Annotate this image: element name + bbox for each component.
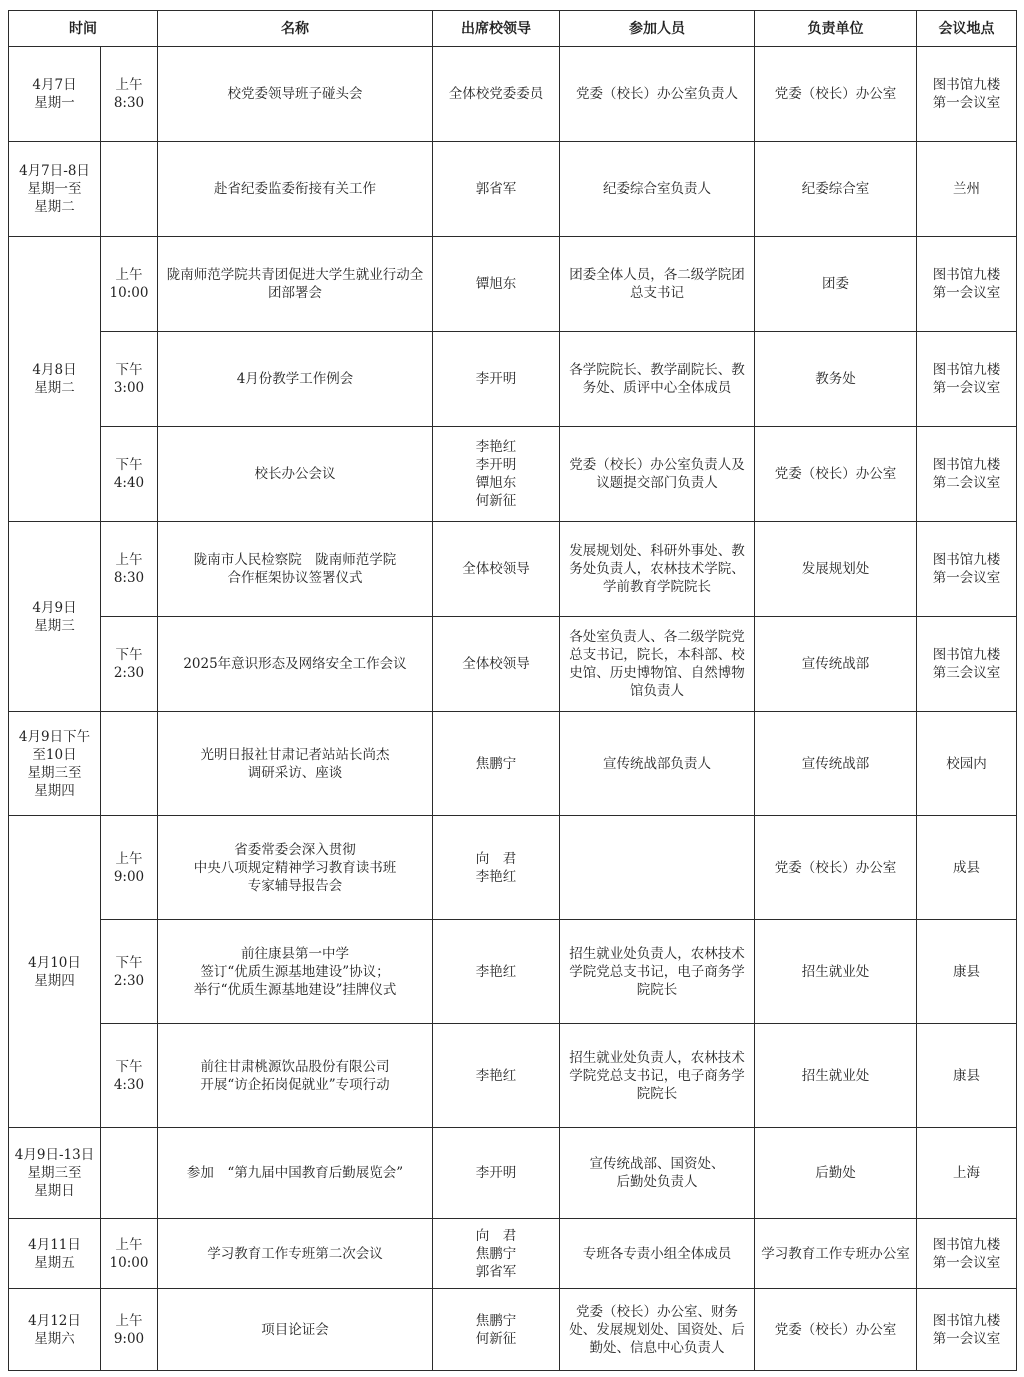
- event-participants: 发展规划处、科研外事处、教务处负责人，农林技术学院、学前教育学院院长: [560, 522, 755, 617]
- table-row: [9, 332, 1017, 427]
- day-date: 4月9日 星期三: [9, 522, 101, 712]
- event-leaders: 镡旭东: [433, 237, 560, 332]
- event-location: 校园内: [917, 712, 1017, 816]
- event-time: [101, 142, 158, 237]
- event-name: 前往康县第一中学 签订“优质生源基地建设”协议； 举行“优质生源基地建设”挂牌仪式: [158, 920, 433, 1024]
- day-date: 4月8日 星期二: [9, 237, 101, 522]
- header-row: [9, 11, 1017, 47]
- event-location: 上海: [917, 1128, 1017, 1219]
- table-row: [9, 1128, 1017, 1219]
- event-location: 图书馆九楼 第一会议室: [917, 237, 1017, 332]
- event-leaders: 郭省军: [433, 142, 560, 237]
- table-row: [9, 1219, 1017, 1289]
- header-unit: 负责单位: [755, 11, 917, 47]
- table-row: [9, 816, 1017, 920]
- table-row: [9, 1024, 1017, 1128]
- event-name: 项目论证会: [158, 1289, 433, 1371]
- meeting-schedule-table: [8, 10, 1017, 1371]
- event-leaders: 李开明: [433, 1128, 560, 1219]
- event-leaders: 全体校党委委员: [433, 47, 560, 142]
- event-participants: 宣传统战部负责人: [560, 712, 755, 816]
- event-leaders: 向 君 李艳红: [433, 816, 560, 920]
- event-time: 下午 4:30: [101, 1024, 158, 1128]
- day-date: 4月7日-8日 星期一至 星期二: [9, 142, 101, 237]
- event-location: 图书馆九楼 第一会议室: [917, 1289, 1017, 1371]
- event-participants: 招生就业处负责人，农林技术学院党总支书记，电子商务学院院长: [560, 1024, 755, 1128]
- event-participants: [560, 816, 755, 920]
- event-name: 4月份教学工作例会: [158, 332, 433, 427]
- event-participants: 团委全体人员，各二级学院团总支书记: [560, 237, 755, 332]
- event-unit: 招生就业处: [755, 1024, 917, 1128]
- event-time: 下午 2:30: [101, 920, 158, 1024]
- day-date: 4月12日 星期六: [9, 1289, 101, 1371]
- event-leaders: 全体校领导: [433, 522, 560, 617]
- event-participants: 各学院院长、教学副院长、教务处、质评中心全体成员: [560, 332, 755, 427]
- event-name: 陇南师范学院共青团促进大学生就业行动全团部署会: [158, 237, 433, 332]
- table-row: [9, 920, 1017, 1024]
- event-name: 前往甘肃桃源饮品股份有限公司 开展“访企拓岗促就业”专项行动: [158, 1024, 433, 1128]
- event-participants: 各处室负责人、各二级学院党总支书记，院长，本科部、校史馆、历史博物馆、自然博物馆负责人: [560, 617, 755, 712]
- event-leaders: 全体校领导: [433, 617, 560, 712]
- event-leaders: 李艳红: [433, 1024, 560, 1128]
- event-time: 上午 9:00: [101, 1289, 158, 1371]
- event-time: 上午 8:30: [101, 47, 158, 142]
- table-row: [9, 1289, 1017, 1371]
- event-unit: 教务处: [755, 332, 917, 427]
- event-participants: 党委（校长）办公室负责人及议题提交部门负责人: [560, 427, 755, 522]
- event-time: 下午 3:00: [101, 332, 158, 427]
- event-participants: 纪委综合室负责人: [560, 142, 755, 237]
- event-unit: 招生就业处: [755, 920, 917, 1024]
- event-location: 图书馆九楼 第二会议室: [917, 427, 1017, 522]
- event-name: 赴省纪委监委衔接有关工作: [158, 142, 433, 237]
- event-unit: 党委（校长）办公室: [755, 47, 917, 142]
- table-row: [9, 47, 1017, 142]
- event-unit: 纪委综合室: [755, 142, 917, 237]
- event-name: 2025年意识形态及网络安全工作会议: [158, 617, 433, 712]
- day-date: 4月9日下午 至10日 星期三至 星期四: [9, 712, 101, 816]
- table-row: [9, 237, 1017, 332]
- event-leaders: 焦鹏宁: [433, 712, 560, 816]
- event-location: 兰州: [917, 142, 1017, 237]
- event-location: 图书馆九楼 第一会议室: [917, 47, 1017, 142]
- event-participants: 专班各专责小组全体成员: [560, 1219, 755, 1289]
- event-unit: 党委（校长）办公室: [755, 427, 917, 522]
- header-time: 时间: [9, 11, 158, 47]
- event-unit: 党委（校长）办公室: [755, 1289, 917, 1371]
- event-location: 图书馆九楼 第一会议室: [917, 1219, 1017, 1289]
- event-name: 光明日报社甘肃记者站站长尚杰 调研采访、座谈: [158, 712, 433, 816]
- day-date: 4月10日 星期四: [9, 816, 101, 1128]
- event-location: 康县: [917, 1024, 1017, 1128]
- schedule-body: [9, 47, 1017, 1371]
- event-time: [101, 1128, 158, 1219]
- header-leaders: 出席校领导: [433, 11, 560, 47]
- event-name: 参加 “第九届中国教育后勤展览会”: [158, 1128, 433, 1219]
- table-row: [9, 617, 1017, 712]
- event-unit: 宣传统战部: [755, 712, 917, 816]
- table-row: [9, 142, 1017, 237]
- event-location: 图书馆九楼 第一会议室: [917, 332, 1017, 427]
- table-row: [9, 712, 1017, 816]
- event-location: 康县: [917, 920, 1017, 1024]
- event-unit: 党委（校长）办公室: [755, 816, 917, 920]
- event-leaders: 向 君 焦鹏宁 郭省军: [433, 1219, 560, 1289]
- event-unit: 学习教育工作专班办公室: [755, 1219, 917, 1289]
- event-time: 下午 2:30: [101, 617, 158, 712]
- table-row: [9, 427, 1017, 522]
- event-leaders: 李艳红: [433, 920, 560, 1024]
- day-date: 4月9日-13日 星期三至 星期日: [9, 1128, 101, 1219]
- event-time: [101, 712, 158, 816]
- event-participants: 党委（校长）办公室负责人: [560, 47, 755, 142]
- event-leaders: 焦鹏宁 何新征: [433, 1289, 560, 1371]
- event-name: 陇南市人民检察院 陇南师范学院 合作框架协议签署仪式: [158, 522, 433, 617]
- event-participants: 党委（校长）办公室、财务处、发展规划处、国资处、后勤处、信息中心负责人: [560, 1289, 755, 1371]
- day-date: 4月7日 星期一: [9, 47, 101, 142]
- event-location: 图书馆九楼 第三会议室: [917, 617, 1017, 712]
- event-unit: 宣传统战部: [755, 617, 917, 712]
- event-unit: 后勤处: [755, 1128, 917, 1219]
- event-name: 学习教育工作专班第二次会议: [158, 1219, 433, 1289]
- header-participants: 参加人员: [560, 11, 755, 47]
- event-time: 下午 4:40: [101, 427, 158, 522]
- event-name: 校党委领导班子碰头会: [158, 47, 433, 142]
- event-time: 上午 10:00: [101, 1219, 158, 1289]
- event-participants: 宣传统战部、国资处、 后勤处负责人: [560, 1128, 755, 1219]
- header-name: 名称: [158, 11, 433, 47]
- event-location: 成县: [917, 816, 1017, 920]
- header-location: 会议地点: [917, 11, 1017, 47]
- event-time: 上午 10:00: [101, 237, 158, 332]
- event-location: 图书馆九楼 第一会议室: [917, 522, 1017, 617]
- day-date: 4月11日 星期五: [9, 1219, 101, 1289]
- table-row: [9, 522, 1017, 617]
- event-name: 省委常委会深入贯彻 中央八项规定精神学习教育读书班 专家辅导报告会: [158, 816, 433, 920]
- event-participants: 招生就业处负责人，农林技术学院党总支书记，电子商务学院院长: [560, 920, 755, 1024]
- event-name: 校长办公会议: [158, 427, 433, 522]
- event-time: 上午 9:00: [101, 816, 158, 920]
- event-unit: 团委: [755, 237, 917, 332]
- event-time: 上午 8:30: [101, 522, 158, 617]
- event-leaders: 李开明: [433, 332, 560, 427]
- event-unit: 发展规划处: [755, 522, 917, 617]
- event-leaders: 李艳红 李开明 镡旭东 何新征: [433, 427, 560, 522]
